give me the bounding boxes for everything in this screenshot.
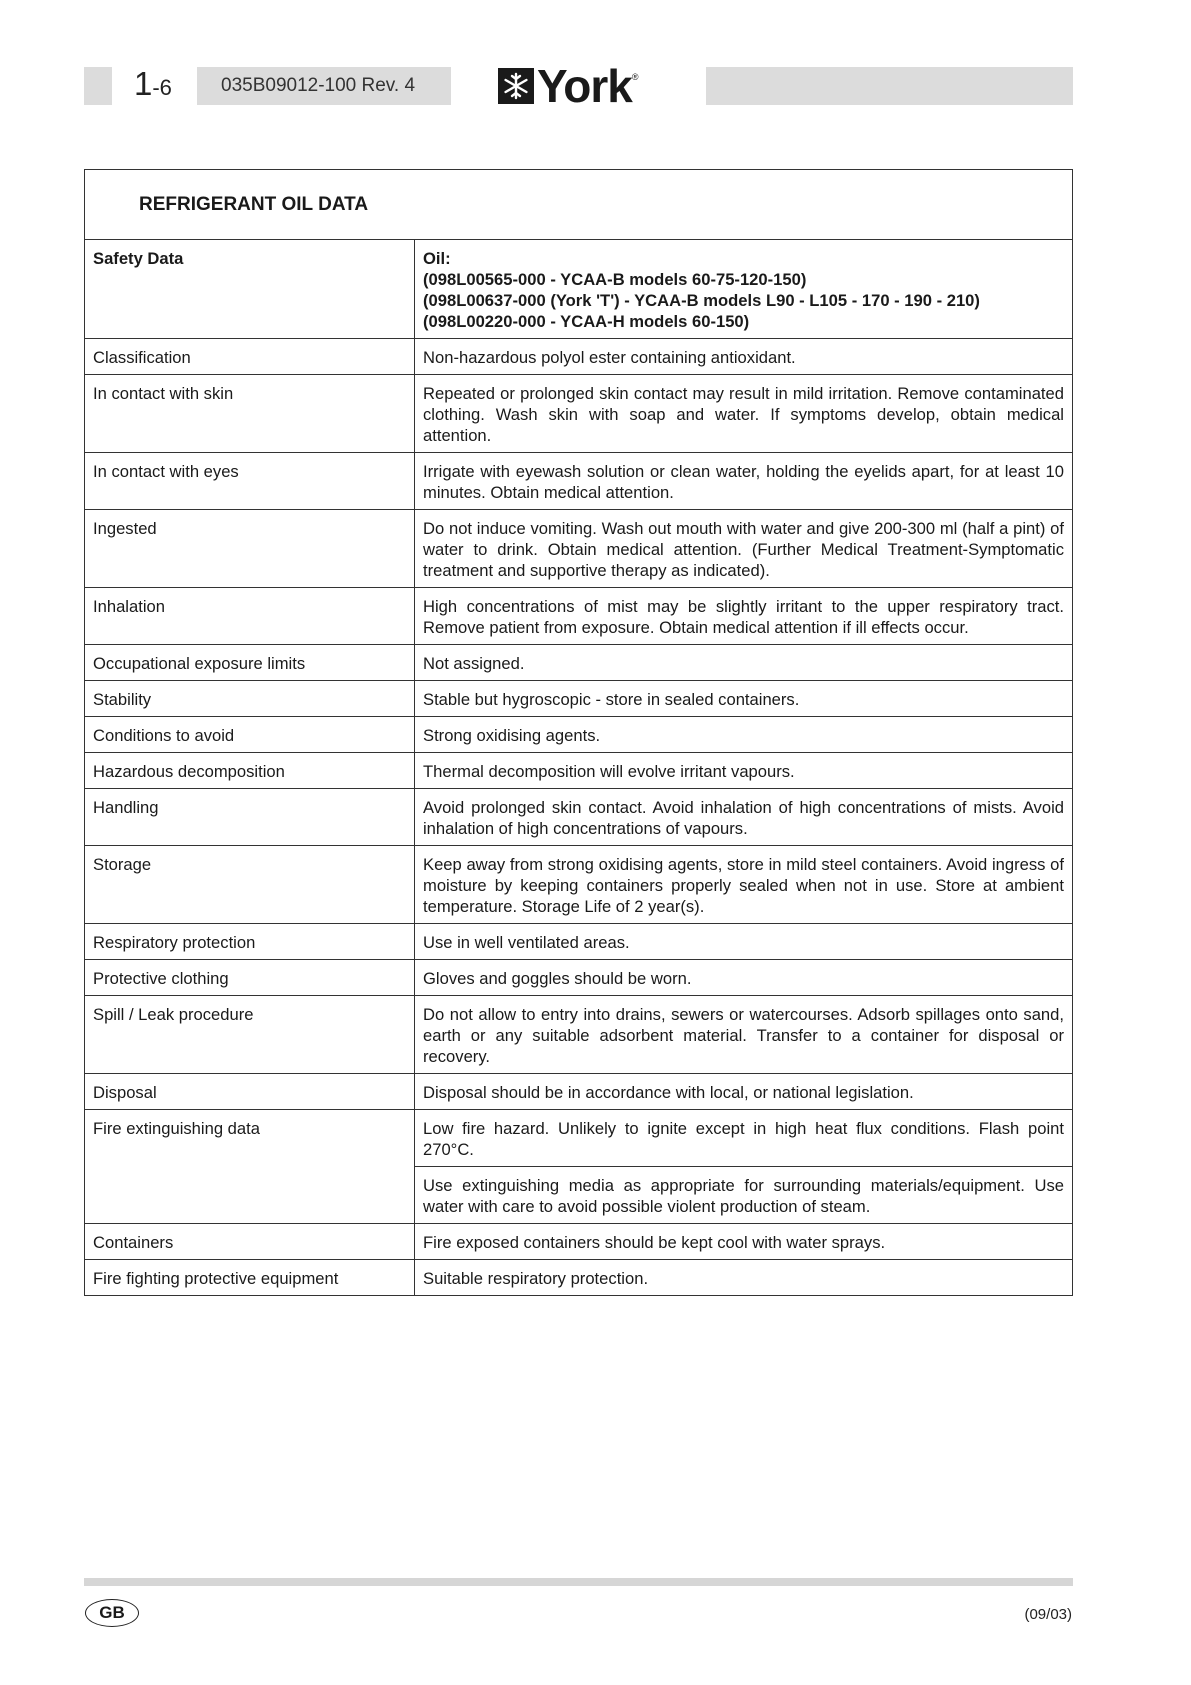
oil-model-line: (098L00637-000 (York 'T') - YCAA-B models L90 - L105 - 170 - 190 - 210) <box>423 291 980 310</box>
row-label: Storage <box>85 846 415 924</box>
oil-model-line: (098L00220-000 - YCAA-H models 60-150) <box>423 312 750 331</box>
row-value: High concentrations of mist may be slightly irritant to the upper respiratory tract. Remove patient from exposure. Obtain medical attention if ill effects occur. <box>415 588 1073 645</box>
table-row <box>85 1074 1072 1110</box>
table-row <box>85 924 1072 960</box>
row-value: Strong oxidising agents. <box>415 717 1073 753</box>
sheet-title: REFRIGERANT OIL DATA <box>85 170 1072 240</box>
row-label: In contact with skin <box>85 375 415 453</box>
row-label: Fire fighting protective equipment <box>85 1260 415 1296</box>
row-label: Inhalation <box>85 588 415 645</box>
row-label: Occupational exposure limits <box>85 645 415 681</box>
oil-model-line: (098L00565-000 - YCAA-B models 60-75-120-150) <box>423 270 807 289</box>
footer-rule <box>84 1578 1073 1586</box>
table-row <box>85 588 1072 645</box>
registered-mark: ® <box>631 72 639 82</box>
row-label: Containers <box>85 1224 415 1260</box>
table-row <box>85 846 1072 924</box>
header-tab-left <box>84 67 112 105</box>
row-value: Fire exposed containers should be kept cool with water sprays. <box>415 1224 1073 1260</box>
row-value: Avoid prolonged skin contact. Avoid inhalation of high concentrations of mists. Avoid inhalation of high concentrations of vapours. <box>415 789 1073 846</box>
table-row <box>85 645 1072 681</box>
table-header-row <box>85 240 1072 339</box>
table-row <box>85 681 1072 717</box>
row-label: Disposal <box>85 1074 415 1110</box>
row-value: Non-hazardous polyol ester containing antioxidant. <box>415 339 1073 375</box>
table-row <box>85 717 1072 753</box>
row-value: Thermal decomposition will evolve irritant vapours. <box>415 753 1073 789</box>
row-label: Fire extinguishing data <box>85 1110 415 1224</box>
logo-wordmark: York <box>537 60 632 112</box>
doc-reference: 035B09012-100 Rev. 4 <box>197 67 451 105</box>
safety-data-heading: Safety Data <box>85 240 415 339</box>
snowflake-icon <box>498 68 534 104</box>
row-label: Protective clothing <box>85 960 415 996</box>
row-label: Hazardous decomposition <box>85 753 415 789</box>
row-label: Conditions to avoid <box>85 717 415 753</box>
row-label: Handling <box>85 789 415 846</box>
table-row <box>85 375 1072 453</box>
row-value: Repeated or prolonged skin contact may result in mild irritation. Remove contaminated clothing. Wash skin with soap and water. If symptoms develop, obtain medical attention. <box>415 375 1073 453</box>
country-badge: GB <box>85 1599 139 1627</box>
row-value: Low fire hazard. Unlikely to ignite except in high heat flux conditions. Flash point 270°C. <box>415 1110 1073 1167</box>
table-row <box>85 453 1072 510</box>
row-label: In contact with eyes <box>85 453 415 510</box>
oil-data-sheet <box>84 169 1073 1296</box>
row-value: Irrigate with eyewash solution or clean water, holding the eyelids apart, for at least 10 minutes. Obtain medical attention. <box>415 453 1073 510</box>
row-value: Use extinguishing media as appropriate for surrounding materials/equipment. Use water with care to avoid possible violent production of steam. <box>415 1167 1073 1224</box>
oil-heading <box>415 240 1073 339</box>
row-value: Use in well ventilated areas. <box>415 924 1073 960</box>
row-value: Gloves and goggles should be worn. <box>415 960 1073 996</box>
table-row <box>85 510 1072 588</box>
table-row <box>85 339 1072 375</box>
safety-data-table <box>85 240 1072 1295</box>
table-row <box>85 1224 1072 1260</box>
table-row <box>85 789 1072 846</box>
row-label: Spill / Leak procedure <box>85 996 415 1074</box>
row-label: Stability <box>85 681 415 717</box>
table-row <box>85 1110 1072 1167</box>
row-value: Disposal should be in accordance with local, or national legislation. <box>415 1074 1073 1110</box>
table-row <box>85 753 1072 789</box>
header-bar-right <box>706 67 1073 105</box>
oil-title: Oil: <box>423 249 451 268</box>
row-label: Ingested <box>85 510 415 588</box>
row-value: Do not induce vomiting. Wash out mouth with water and give 200-300 ml (half a pint) of water to drink. Obtain medical attention. (Further Medical Treatment-Symptomatic treatment and supportive therapy as indicated). <box>415 510 1073 588</box>
footer-date: (09/03) <box>1024 1606 1072 1623</box>
row-value: Do not allow to entry into drains, sewers or watercourses. Adsorb spillages onto sand, earth or any suitable adsorbent material. Transfer to a container for disposal or recovery. <box>415 996 1073 1074</box>
york-logo <box>498 60 639 112</box>
row-value: Not assigned. <box>415 645 1073 681</box>
table-row <box>85 996 1072 1074</box>
row-label: Respiratory protection <box>85 924 415 960</box>
row-value: Suitable respiratory protection. <box>415 1260 1073 1296</box>
row-value: Keep away from strong oxidising agents, store in mild steel containers. Avoid ingress of moisture by keeping containers properly sealed when not in use. Store at ambient temperature. Storage Life of 2 year(s). <box>415 846 1073 924</box>
table-row <box>85 960 1072 996</box>
page-number: 1-6 <box>134 65 172 102</box>
row-value: Stable but hygroscopic - store in sealed containers. <box>415 681 1073 717</box>
table-row <box>85 1260 1072 1296</box>
row-label: Classification <box>85 339 415 375</box>
